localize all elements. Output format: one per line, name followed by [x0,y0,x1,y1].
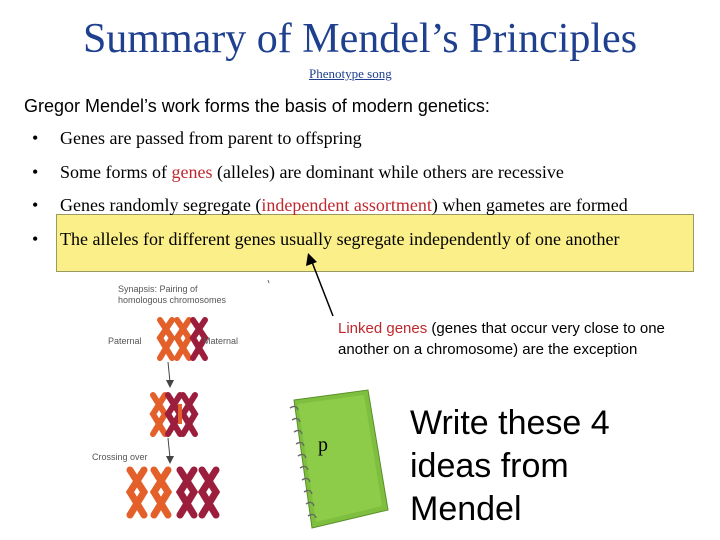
write-line-3: Mendel [410,490,522,528]
bullet-text: The alleles for different genes usually segregate independently of one another [60,229,620,249]
linked-genes-text: (genes that occur very close to one another on a chromosome) are the exception [338,320,665,358]
chromosome-pair-2 [153,395,195,434]
tick-mark [268,280,269,283]
synapsis-label-line2: homologous chromosomes [118,295,227,305]
bullet-dot: • [32,229,39,249]
chromosome-pair-1 [160,320,205,358]
chromosome-pair-3 [130,470,216,515]
synapsis-label-line1: Synapsis: Pairing of [118,284,198,294]
maternal-label: Maternal [203,336,239,346]
callout-arrowhead [306,253,317,266]
intro-text: Gregor Mendel’s work forms the basis of modern genetics: [24,96,490,116]
write-line-2: ideas from [410,447,569,485]
phenotype-song-link[interactable]: Phenotype song [309,66,392,81]
bullet-dot: • [32,162,39,182]
synapsis-label [118,284,226,306]
paternal-label: Paternal [108,336,142,346]
write-these-note [410,402,610,531]
bullet-dot: • [32,128,39,148]
notebook-icon [272,388,390,530]
write-line-1: Write these 4 [410,404,610,442]
bullet-text-rest: (alleles) are dominant while others are recessive [212,162,564,182]
notebook-letter: p [318,434,328,456]
bullet-dot: • [32,195,39,215]
bullet-text: Genes randomly segregate ( [60,195,262,215]
slide-title: Summary of Mendel’s Principles [82,16,638,62]
callout-arrow [312,262,333,316]
crossing-over-label: Crossing over [92,452,148,462]
chromosome-diagram [130,320,216,515]
bullet-highlight-term: independent assortment [261,195,432,215]
bullet-text: Some forms of [60,162,172,182]
bullet-text: Genes are passed from parent to offspring [60,128,362,148]
bullet-text-rest: ) when gametes are formed [431,195,628,215]
linked-genes-term: Linked genes [338,320,428,337]
linked-genes-note [338,318,708,360]
bullet-highlight-term: genes [171,162,213,182]
